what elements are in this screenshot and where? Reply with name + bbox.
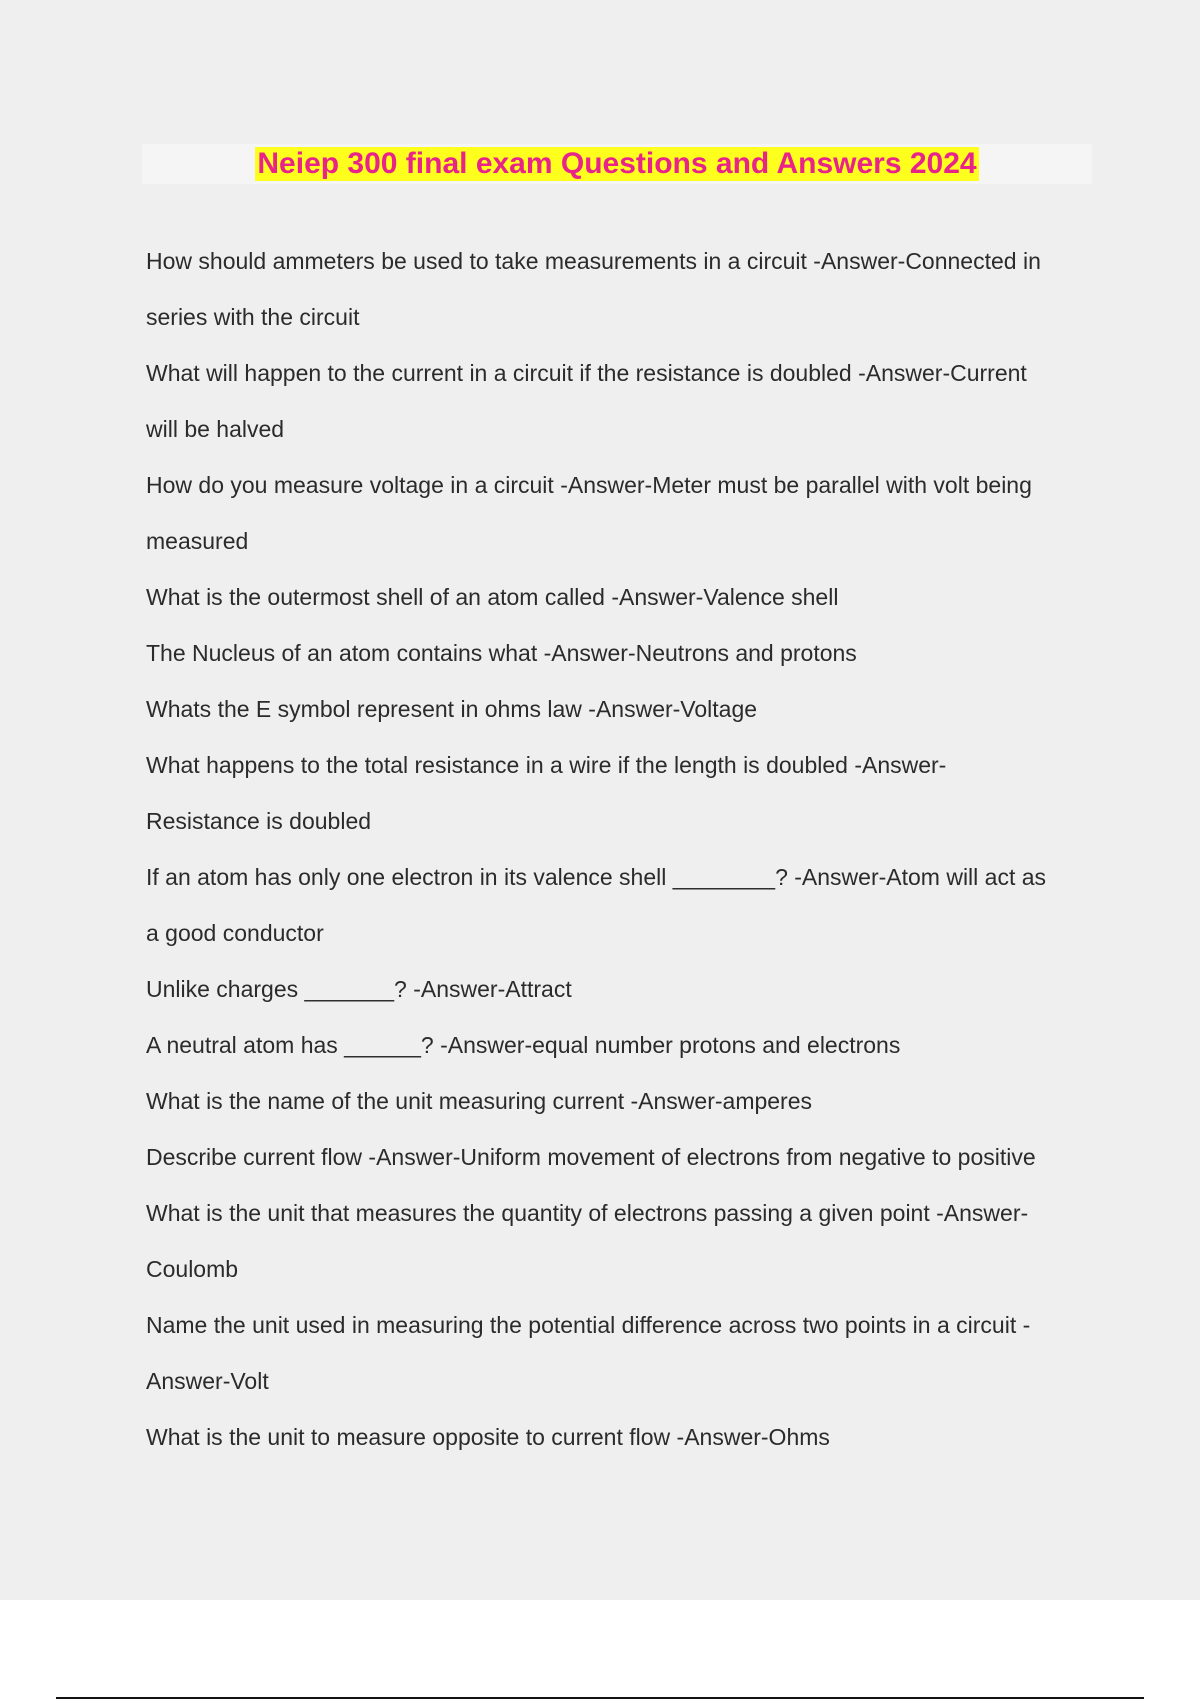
qa-line: Unlike charges _______? -Answer-Attract	[146, 976, 572, 1002]
qa-line: Name the unit used in measuring the potential difference across two points in a circuit -	[146, 1312, 1031, 1338]
qa-line: If an atom has only one electron in its valence shell ________? -Answer-Atom will act as	[146, 864, 1047, 890]
qa-line: Resistance is doubled	[146, 808, 372, 834]
qa-line: The Nucleus of an atom contains what -Answer-Neutrons and protons	[146, 640, 857, 666]
qa-line: What is the unit to measure opposite to current flow -Answer-Ohms	[146, 1424, 830, 1450]
qa-line: How do you measure voltage in a circuit -Answer-Meter must be parallel with volt being	[146, 472, 1032, 498]
document-title: Neiep 300 final exam Questions and Answers 2024	[257, 147, 977, 180]
qa-line: a good conductor	[146, 920, 324, 946]
qa-line: What is the unit that measures the quantity of electrons passing a given point -Answer-	[146, 1200, 1029, 1226]
qa-line: Answer-Volt	[146, 1368, 269, 1394]
qa-line: series with the circuit	[146, 304, 360, 330]
qa-line: measured	[146, 528, 249, 554]
qa-line: What will happen to the current in a circuit if the resistance is doubled -Answer-Current	[146, 360, 1027, 386]
qa-line: A neutral atom has ______? -Answer-equal number protons and electrons	[146, 1032, 901, 1058]
qa-line: Whats the E symbol represent in ohms law -Answer-Voltage	[146, 696, 758, 722]
title-band	[142, 144, 1092, 184]
qa-line: What is the name of the unit measuring current -Answer-amperes	[146, 1088, 813, 1114]
qa-line: How should ammeters be used to take measurements in a circuit -Answer-Connected in	[146, 248, 1041, 274]
qa-list	[146, 233, 1092, 1465]
qa-line: Coulomb	[146, 1256, 239, 1282]
qa-line: What happens to the total resistance in a wire if the length is doubled -Answer-	[146, 752, 947, 778]
footer-rule	[56, 1697, 1144, 1699]
qa-line: What is the outermost shell of an atom called -Answer-Valence shell	[146, 584, 839, 610]
qa-line: will be halved	[146, 416, 285, 442]
qa-line: Describe current flow -Answer-Uniform movement of electrons from negative to positive	[146, 1144, 1036, 1170]
